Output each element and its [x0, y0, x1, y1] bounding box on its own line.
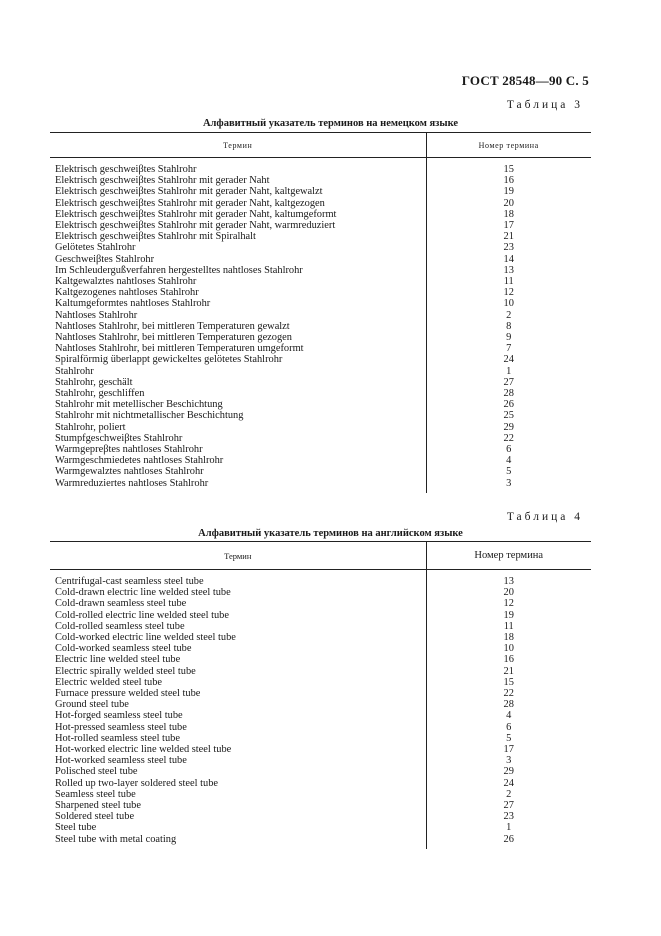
table-row — [50, 399, 591, 410]
term-number-cell: 13 — [503, 576, 514, 587]
term-number-cell: 26 — [503, 833, 514, 845]
tail-row — [50, 489, 591, 493]
term-number-cell: 12 — [503, 287, 514, 299]
term-number-cell: 5 — [506, 466, 512, 478]
tail-cell — [426, 845, 591, 849]
term-cell: Steel tube with metal coating — [50, 834, 426, 845]
term-number-cell: 3 — [506, 755, 512, 767]
tail-cell — [50, 845, 426, 849]
term-number-cell: 26 — [503, 399, 514, 411]
table-row — [50, 643, 591, 654]
term-number-cell: 1 — [506, 365, 512, 377]
term-cell: Furnace pressure welded steel tube — [50, 688, 426, 699]
table-row — [50, 265, 591, 276]
term-cell: Sharpened steel tube — [50, 800, 426, 811]
term-number-cell: 27 — [503, 376, 514, 388]
term-cell: Elektrisch geschweiβtes Stahlrohr mit Spiralhalt — [50, 231, 426, 242]
term-cell: Warmreduziertes nahtloses Stahlrohr — [50, 478, 426, 489]
table-row — [50, 433, 591, 444]
term-cell: Cold-worked electric line welded steel tube — [50, 632, 426, 643]
table3-label: Таблица 3 — [506, 99, 583, 111]
table-row — [50, 175, 591, 186]
table-row — [50, 834, 591, 845]
term-cell: Stahlrohr mit metellischer Beschichtung — [50, 399, 426, 410]
term-cell: Kaltumgeformtes nahtloses Stahlrohr — [50, 298, 426, 309]
table-row — [50, 287, 591, 298]
term-cell: Warmgepreβtes nahtloses Stahlrohr — [50, 444, 426, 455]
term-number-cell: 29 — [503, 766, 514, 778]
table-row — [50, 332, 591, 343]
term-number-cell: 19 — [503, 186, 514, 198]
term-number-cell: 3 — [506, 477, 512, 489]
term-cell: Elektrisch geschweiβtes Stahlrohr — [50, 164, 426, 175]
term-cell: Stahlrohr mit nichtmetallischer Beschichtung — [50, 410, 426, 421]
term-number-cell: 27 — [503, 800, 514, 812]
table-row — [50, 677, 591, 688]
term-number-cell: 11 — [503, 620, 514, 632]
table4-col-number: Номер термина — [426, 542, 591, 570]
term-cell: Stumpfgeschweiβtes Stahlrohr — [50, 433, 426, 444]
term-cell: Cold-drawn electric line welded steel tube — [50, 587, 426, 598]
table4-col-term: Термин — [50, 542, 426, 570]
term-number-cell: 28 — [503, 699, 514, 711]
term-cell: Cold-drawn seamless steel tube — [50, 598, 426, 609]
term-cell: Im Schleudergußverfahren hergestelltes nahtloses Stahlrohr — [50, 265, 426, 276]
table3-title: Алфавитный указатель терминов на немецком языке — [202, 118, 459, 129]
table-row — [50, 800, 591, 811]
term-number-cell: 24 — [503, 354, 514, 366]
term-cell: Hot-rolled seamless steel tube — [50, 733, 426, 744]
german-terms-table — [50, 132, 591, 493]
term-number-cell: 8 — [506, 320, 512, 332]
term-number-cell: 15 — [503, 164, 514, 175]
term-cell: Seamless steel tube — [50, 789, 426, 800]
term-number-cell: 23 — [503, 811, 514, 823]
table-row — [50, 377, 591, 388]
table-row — [50, 587, 591, 598]
table-row — [50, 789, 591, 800]
page-header: ГОСТ 28548—90 С. 5 — [461, 73, 589, 88]
table-row — [50, 688, 591, 699]
term-number-cell: 28 — [503, 388, 514, 400]
term-cell: Geschweiβtes Stahlrohr — [50, 254, 426, 265]
table-row — [50, 654, 591, 665]
table-row — [50, 822, 591, 833]
table4-body — [50, 570, 591, 849]
table-row — [50, 410, 591, 421]
table-row — [50, 610, 591, 621]
table-row — [50, 321, 591, 332]
term-number-cell: 17 — [503, 220, 514, 232]
term-number-cell: 12 — [503, 598, 514, 610]
table-row — [50, 209, 591, 220]
table-row — [50, 254, 591, 265]
term-number-cell: 2 — [506, 788, 512, 800]
table-row — [50, 632, 591, 643]
table-row — [50, 231, 591, 242]
term-number-cell: 17 — [503, 744, 514, 756]
table-row — [50, 444, 591, 455]
term-cell: Stahlrohr, poliert — [50, 422, 426, 433]
term-cell: Elektrisch geschweiβtes Stahlrohr mit gerader Naht, kaltgewalzt — [50, 186, 426, 197]
term-number-cell: 2 — [506, 309, 512, 321]
table-row — [50, 755, 591, 766]
term-cell: Soldered steel tube — [50, 811, 426, 822]
term-number-cell: 21 — [503, 231, 514, 243]
term-cell: Warmgeschmiedetes nahtloses Stahlrohr — [50, 455, 426, 466]
term-cell: Steel tube — [50, 822, 426, 833]
table3-header-row — [50, 133, 591, 158]
term-cell: Stahlrohr, geschält — [50, 377, 426, 388]
term-cell: Centrifugal-cast seamless steel tube — [50, 576, 426, 587]
term-cell: Cold-rolled seamless steel tube — [50, 621, 426, 632]
term-number-cell: 22 — [503, 432, 514, 444]
table-row — [50, 186, 591, 197]
term-number-cell: 22 — [503, 688, 514, 700]
table-row — [50, 198, 591, 209]
table-row — [50, 766, 591, 777]
table-row — [50, 666, 591, 677]
table-row — [50, 366, 591, 377]
term-number-cell: 14 — [503, 253, 514, 265]
table-row — [50, 388, 591, 399]
term-number-cell: 21 — [503, 665, 514, 677]
table-row — [50, 621, 591, 632]
table-row — [50, 242, 591, 253]
tail-cell — [426, 489, 591, 493]
tail-cell — [50, 489, 426, 493]
term-cell: Electric spirally welded steel tube — [50, 666, 426, 677]
term-number-cell: 6 — [506, 721, 512, 733]
term-number-cell: 13 — [503, 264, 514, 276]
term-cell: Cold-worked seamless steel tube — [50, 643, 426, 654]
term-number-cell: 9 — [506, 332, 512, 344]
table-row — [50, 310, 591, 321]
term-cell: Ground steel tube — [50, 699, 426, 710]
table-row — [50, 478, 591, 489]
table-row — [50, 733, 591, 744]
table3-col-number: Номер термина — [426, 133, 591, 158]
term-cell: Warmgewalztes nahtloses Stahlrohr — [50, 466, 426, 477]
term-number-cell: 6 — [506, 444, 512, 456]
term-number-cell: 24 — [503, 777, 514, 789]
term-cell: Cold-rolled electric line welded steel tube — [50, 610, 426, 621]
term-number-cell: 18 — [503, 632, 514, 644]
term-cell: Stahlrohr — [50, 366, 426, 377]
term-cell: Nahtloses Stahlrohr, bei mittleren Temperaturen gezogen — [50, 332, 426, 343]
table-row — [50, 354, 591, 365]
term-number-cell: 15 — [503, 676, 514, 688]
table-row — [50, 466, 591, 477]
term-number-cell: 4 — [506, 455, 512, 467]
term-number-cell: 18 — [503, 208, 514, 220]
term-number-cell: 20 — [503, 587, 514, 599]
table-row — [50, 220, 591, 231]
table-row — [50, 343, 591, 354]
term-number-cell: 16 — [503, 654, 514, 666]
table3-col-term: Термин — [50, 133, 426, 158]
table-row — [50, 164, 591, 175]
english-terms-table — [50, 541, 591, 849]
table-row — [50, 811, 591, 822]
term-cell: Hot-worked seamless steel tube — [50, 755, 426, 766]
term-cell: Stahlrohr, geschliffen — [50, 388, 426, 399]
term-cell: Elektrisch geschweiβtes Stahlrohr mit gerader Naht — [50, 175, 426, 186]
term-number-cell: 16 — [503, 175, 514, 187]
table-row — [50, 455, 591, 466]
table-row — [50, 576, 591, 587]
term-cell: Polisched steel tube — [50, 766, 426, 777]
term-cell: Elektrisch geschweiβtes Stahlrohr mit gerader Naht, kaltumgeformt — [50, 209, 426, 220]
term-number-cell: 20 — [503, 197, 514, 209]
table-row — [50, 710, 591, 721]
term-number-cell: 7 — [506, 343, 512, 355]
table-row — [50, 298, 591, 309]
term-number-cell: 4 — [506, 710, 512, 722]
term-number-cell: 25 — [503, 410, 514, 422]
term-number-cell: 5 — [506, 732, 512, 744]
term-cell: Hot-worked electric line welded steel tube — [50, 744, 426, 755]
table4-title: Алфавитный указатель терминов на английском языке — [198, 528, 463, 539]
table-row — [50, 778, 591, 789]
term-cell: Nahtloses Stahlrohr — [50, 310, 426, 321]
term-number-cell: 29 — [503, 421, 514, 433]
term-cell: Rolled up two-layer soldered steel tube — [50, 778, 426, 789]
table3-body — [50, 158, 591, 493]
table-row — [50, 422, 591, 433]
term-cell: Nahtloses Stahlrohr, bei mittleren Temperaturen gewalzt — [50, 321, 426, 332]
term-cell: Electric line welded steel tube — [50, 654, 426, 665]
table-row — [50, 722, 591, 733]
table-row — [50, 744, 591, 755]
term-cell: Elektrisch geschweiβtes Stahlrohr mit gerader Naht, warmreduziert — [50, 220, 426, 231]
term-cell: Gelötetes Stahlrohr — [50, 242, 426, 253]
term-cell: Spiralförmig überlappt gewickeltes gelötetes Stahlrohr — [50, 354, 426, 365]
term-number-cell: 1 — [506, 822, 512, 834]
term-cell: Hot-forged seamless steel tube — [50, 710, 426, 721]
table-row — [50, 699, 591, 710]
term-cell: Kaltgewalztes nahtloses Stahlrohr — [50, 276, 426, 287]
term-number-cell: 11 — [503, 276, 514, 288]
table-row — [50, 276, 591, 287]
term-cell: Kaltgezogenes nahtloses Stahlrohr — [50, 287, 426, 298]
term-number-cell: 10 — [503, 298, 514, 310]
term-cell: Electric welded steel tube — [50, 677, 426, 688]
term-number-cell: 19 — [503, 609, 514, 621]
table4-label: Таблица 4 — [506, 511, 583, 523]
tail-row — [50, 845, 591, 849]
term-number-cell: 10 — [503, 643, 514, 655]
table-row — [50, 598, 591, 609]
term-cell: Nahtloses Stahlrohr, bei mittleren Temperaturen umgeformt — [50, 343, 426, 354]
term-number-cell: 23 — [503, 242, 514, 254]
term-cell: Elektrisch geschweiβtes Stahlrohr mit gerader Naht, kaltgezogen — [50, 198, 426, 209]
table4-header-row — [50, 542, 591, 570]
term-cell: Hot-pressed seamless steel tube — [50, 722, 426, 733]
